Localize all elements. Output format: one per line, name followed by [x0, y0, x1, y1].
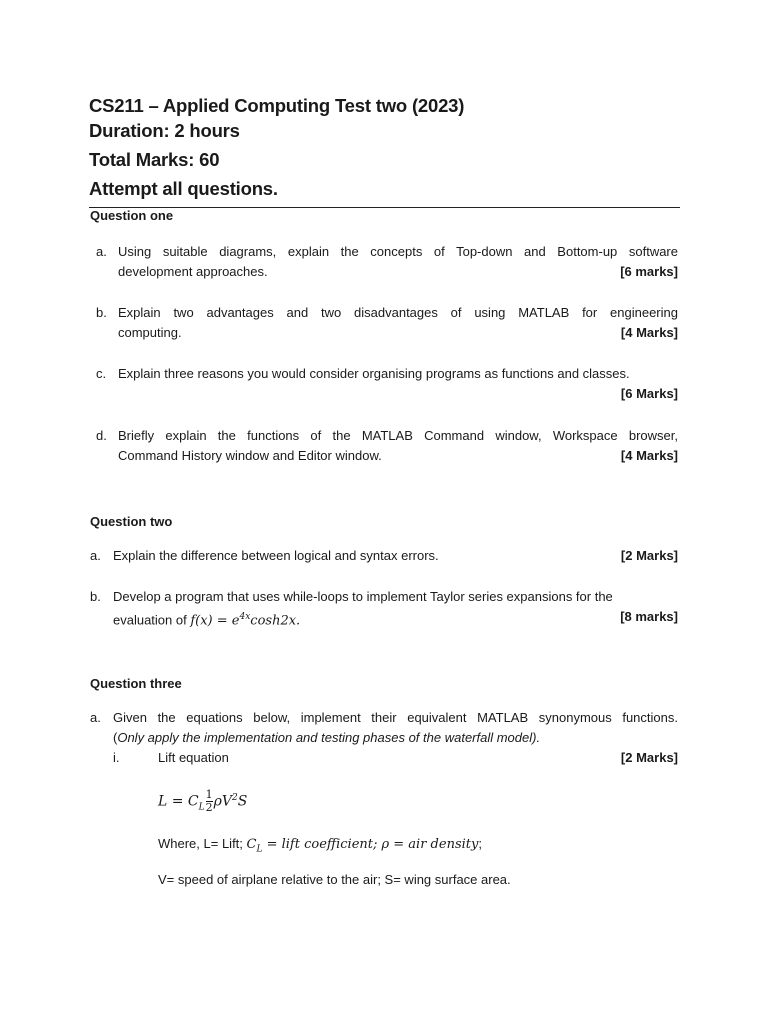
q1d-line2: Command History window and Editor window. [118, 448, 382, 463]
q2b-formula-rest: cosh2x. [250, 613, 301, 629]
lift-eq-rho: ρV [213, 793, 232, 810]
lift-eq-frac-den: 2 [205, 801, 213, 814]
q1a-item [118, 242, 678, 282]
lift-eq-frac-num: 1 [205, 788, 213, 801]
lift-where-prefix: Where, L= Lift; [158, 836, 247, 851]
q2a-line1: Explain the difference between logical and syntax errors. [113, 548, 439, 563]
q2a-item [113, 546, 678, 566]
q3a-line1: Given the equations below, implement their equivalent MATLAB synonymous functions. [113, 710, 678, 725]
q3a-label: a. [90, 710, 101, 725]
q1c-marks: [6 Marks] [620, 386, 678, 401]
q2b-line2-prefix: evaluation of [113, 612, 191, 628]
q1b-line1: Explain two advantages and two disadvantages of using MATLAB for engineering [118, 305, 678, 320]
q1d-line2-row [118, 446, 678, 466]
q3ai-label: i. [113, 750, 120, 765]
exam-total-marks: Total Marks: 60 [89, 149, 220, 170]
lift-v-line: V= speed of airplane relative to the air; S= wing surface area. [158, 872, 511, 887]
lift-eq-sq: 2 [231, 792, 238, 803]
q2b-line1: Develop a program that uses while-loops to implement Taylor series expansions for the [113, 589, 613, 604]
lift-where-end: ; [478, 836, 482, 851]
exam-title: CS211 – Applied Computing Test two (2023) [89, 95, 465, 116]
q1c-label: c. [96, 366, 107, 381]
question-two-title: Question two [90, 514, 173, 529]
q2a-line1-row [113, 546, 678, 566]
q3ai-item [158, 748, 678, 768]
question-one-title: Question one [90, 208, 174, 223]
q2a-label: a. [90, 548, 101, 563]
q2b-formula-f: f [190, 613, 196, 629]
q3ai-title-row [158, 748, 678, 768]
exam-duration: Duration: 2 hours [89, 120, 240, 141]
q1d-marks: [4 Marks] [620, 448, 678, 463]
lift-where-cl-def: = lift coefficient; ρ = air density [262, 837, 479, 852]
lift-eq-fraction [206, 789, 213, 814]
q1a-line2: development approaches. [118, 264, 268, 279]
q1b-line2: computing. [118, 325, 182, 340]
header-divider [89, 207, 680, 208]
q1c-line1: Explain three reasons you would consider organising programs as functions and classes. [118, 366, 630, 381]
q3ai-marks: [2 Marks] [620, 750, 678, 765]
q3a-line2-italic: Only apply the implementation and testing phases of the waterfall model). [117, 730, 541, 745]
exam-instruction: Attempt all questions. [89, 178, 278, 199]
q1b-item [118, 303, 678, 343]
q2b-formula-arg: (x) = e [195, 613, 240, 629]
lift-where-line [158, 834, 482, 860]
q1a-line2-row [118, 262, 678, 282]
lift-equation [158, 789, 247, 814]
question-three-title: Question three [90, 676, 182, 691]
q3a-item [113, 708, 678, 748]
q1b-label: b. [96, 305, 107, 320]
q2b-line2-row [113, 607, 678, 631]
lift-where-cl-sub: L [256, 844, 263, 855]
q1b-line2-row [118, 323, 678, 343]
q3a-line2-row [113, 728, 678, 748]
q2b-marks: [8 marks] [620, 609, 678, 624]
q1b-marks: [4 Marks] [620, 325, 678, 340]
q2b-label: b. [90, 589, 101, 604]
q2b-item [113, 587, 678, 631]
q1d-item [118, 426, 678, 466]
q1d-label: d. [96, 428, 107, 443]
q1a-label: a. [96, 244, 107, 259]
q3a-line2-open: ( [113, 730, 118, 745]
q2b-formula-exp: 4x [239, 612, 251, 622]
q2a-marks: [2 Marks] [620, 548, 678, 563]
q1c-marks-row [118, 384, 678, 404]
lift-eq-lhs: L = C [158, 793, 199, 810]
q1a-marks: [6 marks] [620, 264, 678, 279]
q1d-line1: Briefly explain the functions of the MATLAB Command window, Workspace browser, [118, 428, 678, 443]
lift-where-cl: C [246, 837, 257, 852]
q3ai-title: Lift equation [158, 750, 229, 765]
q1c-item [118, 364, 678, 404]
lift-eq-sub: L [198, 802, 205, 813]
q1a-line1: Using suitable diagrams, explain the concepts of Top-down and Bottom-up software [118, 244, 678, 259]
lift-eq-s: S [237, 793, 248, 810]
